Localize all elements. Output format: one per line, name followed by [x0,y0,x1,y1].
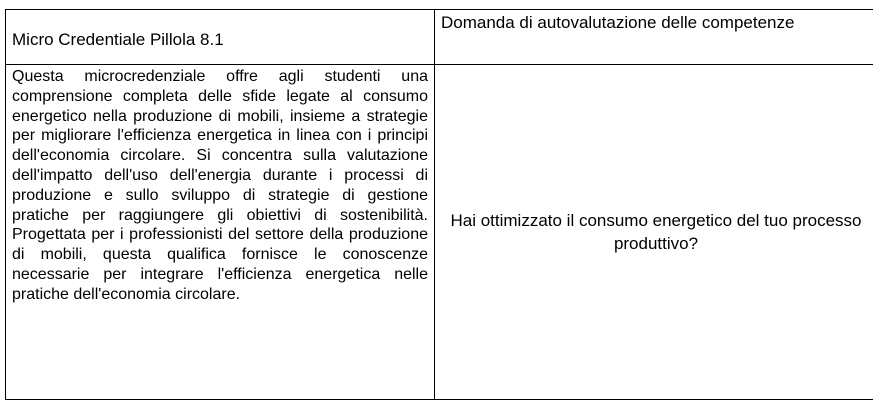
credential-table [5,9,873,400]
self-assessment-question-cell: Hai ottimizzato il consumo energetico del tuo processo produttivo? [435,65,873,400]
credential-title-cell: Micro Credentiale Pillola 8.1 [6,10,435,65]
self-assessment-header-cell: Domanda di autovalutazione delle competenze [435,10,873,65]
header-row [6,10,873,65]
credential-description-cell: Questa microcredenziale offre agli studenti una comprensione completa delle sfide legate al consumo energetico nella produzione di mobili, insieme a strategie per migliorare l'efficienza energetica in linea con i principi dell'economia circolare. Si concentra sulla valutazione dell'impatto dell'uso dell'energia durante i processi di produzione e sullo sviluppo di strategie di gestione pratiche per raggiungere gli obiettivi di sostenibilità. Progettata per i professionisti del settore della produzione di mobili, questa qualifica fornisce le conoscenze necessarie per integrare l'efficienza energetica nelle pratiche dell'economia circolare. [6,65,435,400]
content-row [6,65,873,400]
